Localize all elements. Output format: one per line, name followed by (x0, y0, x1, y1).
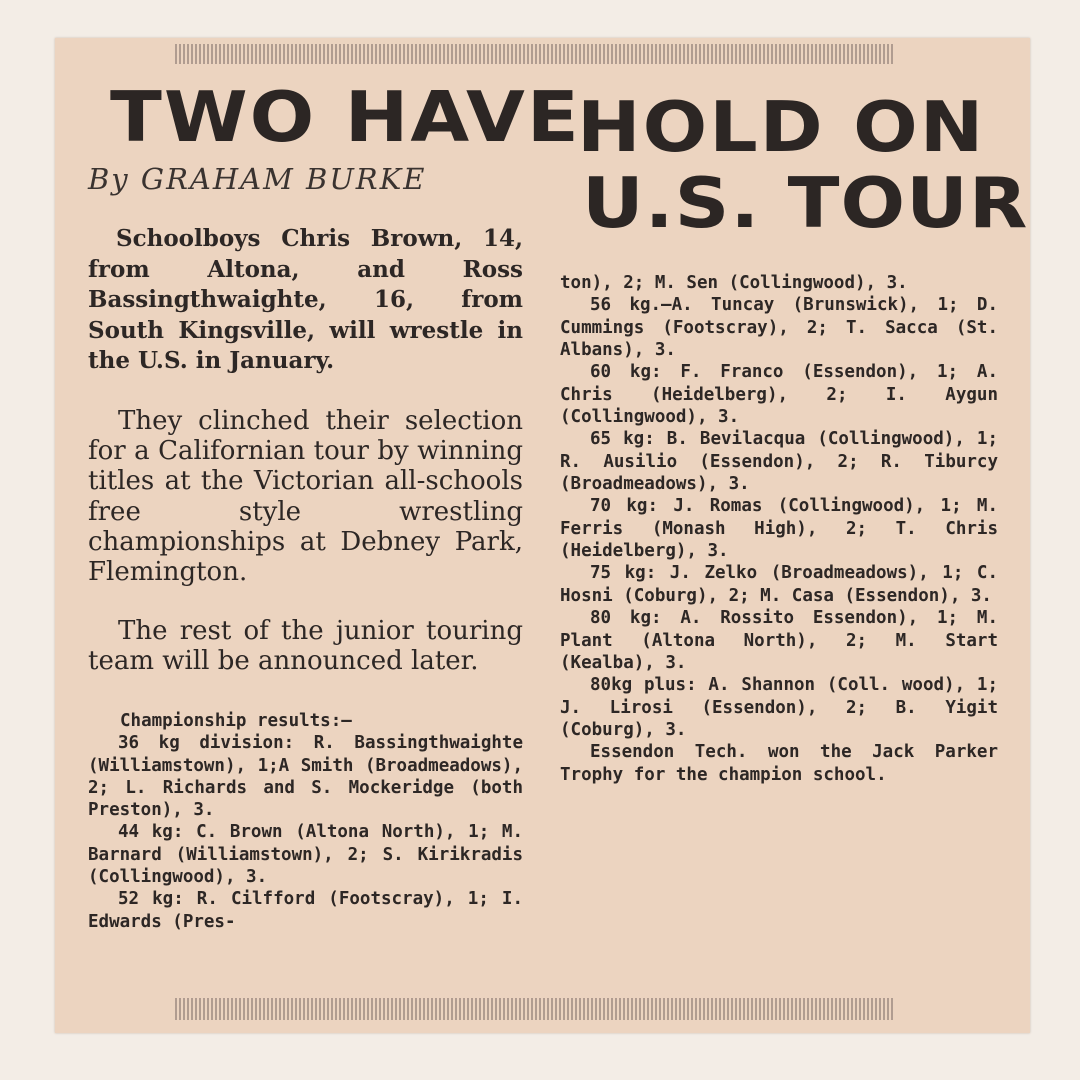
headline-right-line1: HOLD ON (577, 85, 986, 168)
results-right-column (560, 272, 998, 786)
result-entry: 44 kg: C. Brown (Altona North), 1; M. Barnard (Williamstown), 2; S. Kirikradis (Collingwood), 3. (88, 822, 523, 888)
byline: By GRAHAM BURKE (88, 162, 427, 196)
result-entry: 75 kg: J. Zelko (Broadmeadows), 1; C. Hosni (Coburg), 2; M. Casa (Essendon), 3. (560, 563, 998, 606)
result-entry: 60 kg: F. Franco (Essendon), 1; A. Chris (Heidelberg), 2; I. Aygun (Collingwood), 3. (560, 362, 998, 428)
result-entry: 65 kg: B. Bevilacqua (Collingwood), 1; R. Ausilio (Essendon), 2; R. Tiburcy (Broadmeadows), 3. (560, 429, 998, 495)
results-heading: Championship results:— (120, 711, 352, 731)
result-entry-continued: ton), 2; M. Sen (Collingwood), 3. (560, 273, 908, 293)
body-paragraph: The rest of the junior touring team will be announced later. (88, 616, 523, 677)
result-entry: 56 kg.—A. Tuncay (Brunswick), 1; D. Cummings (Footscray), 2; T. Sacca (St. Albans), 3. (560, 295, 998, 361)
body-paragraph: They clinched their selection for a Californian tour by winning titles at the Victorian all-schools free style wrestling championships at Debney Park, Flemington. (88, 406, 523, 588)
result-entry: 36 kg division: R. Bassingthwaighte (Williamstown), 1;A Smith (Broadmeadows), 2; L. Richards and S. Mockeridge (both Preston), 3. (88, 733, 523, 821)
result-entry: 52 kg: R. Cilfford (Footscray), 1; I. Edwards (Pres- (88, 889, 523, 932)
result-entry: 80 kg: A. Rossito Essendon), 1; M. Plant (Altona North), 2; M. Start (Kealba), 3. (560, 608, 998, 673)
lead-paragraph: Schoolboys Chris Brown, 14, from Altona, and Ross Bassingthwaighte, 16, from South Kingsville, will wrestle in the U.S. in January. (88, 225, 523, 374)
top-border-rule (175, 44, 895, 64)
headline-right-line2: U.S. TOUR (582, 161, 1029, 244)
results-left-column (88, 710, 523, 933)
bottom-border-rule (175, 998, 895, 1020)
closing-note: Essendon Tech. won the Jack Parker Trophy for the champion school. (560, 742, 998, 785)
result-entry: 80kg plus: A. Shannon (Coll. wood), 1; J. Lirosi (Essendon), 2; B. Yigit (Coburg), 3. (560, 675, 998, 740)
headline-left: TWO HAVE (110, 75, 581, 158)
result-entry: 70 kg: J. Romas (Collingwood), 1; M. Ferris (Monash High), 2; T. Chris (Heidelberg), 3. (560, 496, 998, 562)
